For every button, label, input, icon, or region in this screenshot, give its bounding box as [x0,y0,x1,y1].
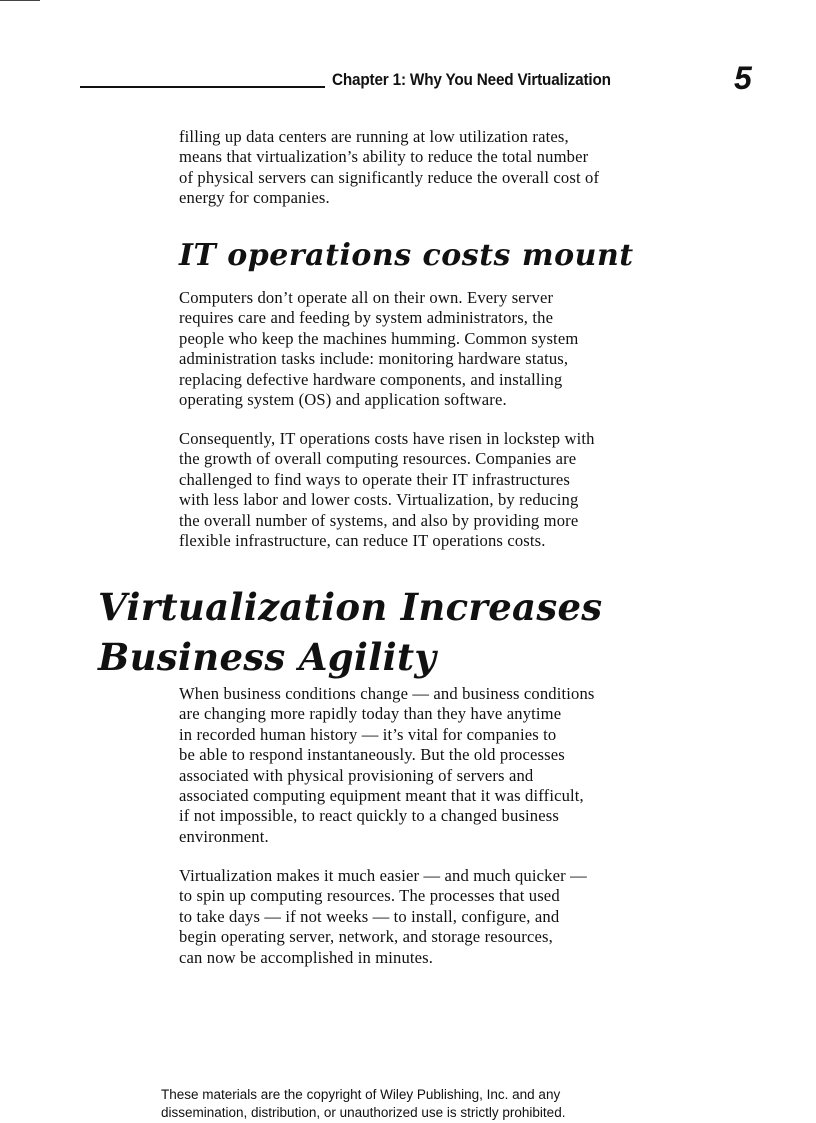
text-line: associated with physical provisioning of servers and [179,765,534,785]
text-line: in recorded human history — it’s vital for companies to [179,724,557,744]
footer-line: dissemination, distribution, or unauthorized use is strictly prohibited. [161,1105,566,1120]
text-line: Computers don’t operate all on their own. Every server [179,288,554,307]
text-line: with less labor and lower costs. Virtualization, by reducing [179,490,579,510]
copyright-footer [161,1086,565,1122]
text-line: challenged to find ways to operate their IT infrastructures [179,469,570,489]
text-line: can now be accomplished in minutes. [179,947,434,967]
text-line: administration tasks include: monitoring hardware status, [179,349,569,369]
it-costs-paragraph-2 [179,429,754,551]
text-line: flexible infrastructure, can reduce IT operations costs. [179,531,546,551]
text-line: if not impossible, to react quickly to a changed business [179,806,559,826]
heading-line: Business Agility [98,635,437,679]
text-line: be able to respond instantaneously. But the old processes [179,745,565,765]
agility-paragraph-2 [179,866,754,968]
text-line: the overall number of systems, and also by providing more [179,510,579,530]
text-line: energy for companies. [179,188,330,208]
text-line: filling up data centers are running at low utilization rates, [179,127,569,146]
chapter-title: Chapter 1: Why You Need Virtualization [332,70,611,89]
text-line: associated computing equipment meant that it was difficult, [179,786,584,806]
text-line: people who keep the machines humming. Common system [179,328,579,348]
text-line: operating system (OS) and application software. [179,390,507,410]
header-rule [80,86,325,88]
text-line: the growth of overall computing resources. Companies are [179,449,577,469]
text-line: Virtualization makes it much easier — and much quicker — [179,866,587,885]
running-head [80,62,760,98]
text-line: environment. [179,826,269,846]
text-line: to spin up computing resources. The processes that used [179,886,560,906]
text-line: of physical servers can significantly reduce the overall cost of [179,167,600,187]
heading-line: Virtualization Increases [98,585,603,629]
corner-crop-mark [0,0,40,1]
agility-paragraph-1 [179,684,754,847]
it-costs-paragraph-1 [179,288,754,410]
text-line: When business conditions change — and business conditions [179,684,595,703]
text-line: to take days — if not weeks — to install, configure, and [179,906,560,926]
text-line: requires care and feeding by system administrators, the [179,308,554,328]
section-heading-business-agility [98,582,602,682]
text-line: Consequently, IT operations costs have risen in lockstep with [179,429,595,448]
text-line: means that virtualization’s ability to reduce the total number [179,147,589,167]
text-line: are changing more rapidly today than they have anytime [179,704,562,724]
text-line: begin operating server, network, and storage resources, [179,927,553,947]
footer-line: These materials are the copyright of Wiley Publishing, Inc. and any [161,1087,561,1102]
page-number: 5 [734,60,752,96]
section-heading-it-costs: IT operations costs mount [179,238,634,273]
intro-paragraph [179,127,754,209]
text-line: replacing defective hardware components, and installing [179,369,563,389]
